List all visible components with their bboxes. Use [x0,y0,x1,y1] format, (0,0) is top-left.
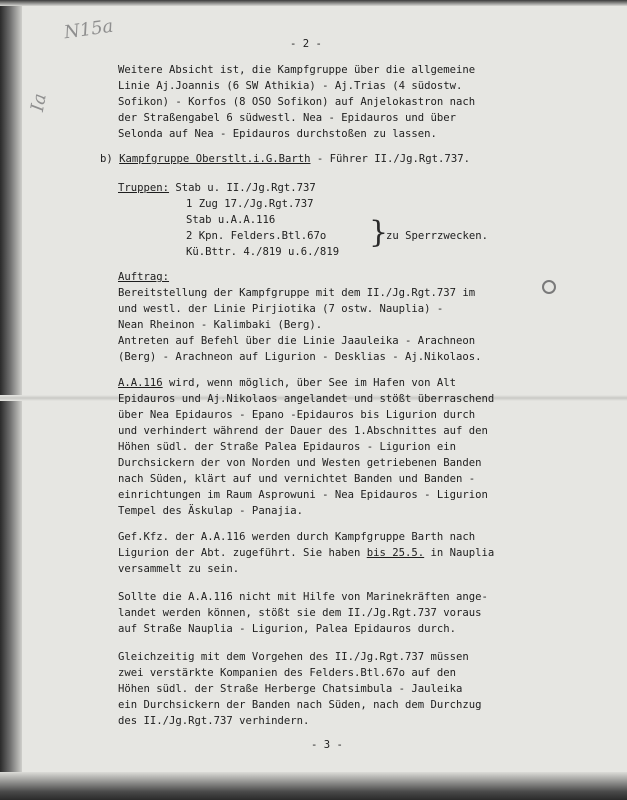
text-line: Tempel des Äskulap - Panajia. [118,505,303,517]
text-line: Bereitstellung der Kampfgruppe mit dem II./Jg.Rgt.737 im [118,287,476,299]
text-line: Weitere Absicht ist, die Kampfgruppe über die allgemeine [118,64,476,76]
text-line: Epidauros und Aj.Nikolaos angelandet und stößt überraschend [118,393,495,405]
text-line: und verhindert während der Dauer des 1.Abschnittes auf den [118,425,488,437]
text-line: Linie Aj.Joannis (6 SW Athikia) - Aj.Trias (4 südostw. [118,80,463,92]
aa116-label: A.A.116 [118,377,163,389]
text-line: der Straßengabel 6 südwestl. Nea - Epidauros und über [118,112,457,124]
text-line: versammelt zu sein. [118,563,240,575]
text-line: Gef.Kfz. der A.A.116 werden durch Kampfgruppe Barth nach [118,531,476,543]
section-b-prefix: b) [100,153,113,165]
margin-note-side: Ia [27,91,51,114]
scan-top-edge [0,0,627,6]
text-line: einrichtungen im Raum Asprowuni - Nea Epidauros - Ligurion [118,489,488,501]
text-line: Antreten auf Befehl über die Linie Jaauleika - Arachneon [118,335,476,347]
scan-bottom-edge [0,772,627,800]
text-line: und westl. der Linie Pirjiotika (7 ostw. Nauplia) - [118,303,444,315]
troops-first: Stab u. II./Jg.Rgt.737 [175,182,316,194]
troops-item: Stab u.A.A.116 [186,214,276,226]
text-line: Durchsickern der von Norden und Westen getriebenen Banden [118,457,482,469]
text-line: ein Durchsickern der Banden nach Süden, nach dem Durchzug [118,699,482,711]
troops-item: 1 Zug 17./Jg.Rgt.737 [186,198,314,210]
gef-line-2: Ligurion der Abt. zugeführt. Sie haben bis 25.5. in Nauplia [118,547,495,559]
auftrag-label: Auftrag: [118,271,170,283]
text-line: zwei verstärkte Kompanien des Felders.Btl.67o auf den [118,667,457,679]
section-b-rest: - Führer II./Jg.Rgt.737. [310,153,470,165]
troops-line [118,181,316,196]
section-b-title: Kampfgruppe Oberstlt.i.G.Barth [119,153,311,165]
brace-mark: } [369,215,389,250]
troops-item: Kü.Bttr. 4./819 u.6./819 [186,246,340,258]
text-line: des II./Jg.Rgt.737 verhindern. [118,715,310,727]
text-line: Höhen südl. der Straße Palea Epidauros - Ligurion ein [118,441,457,453]
text-line: über Nea Epidauros - Epano -Epidauros bis Ligurion durch [118,409,476,421]
troops-label: Truppen: [118,182,170,194]
text-line: Nean Rheinon - Kalimbaki (Berg). [118,319,323,331]
punch-hole-mark [542,280,556,294]
text-line: (Berg) - Arachneon auf Ligurion - Desklias - Aj.Nikolaos. [118,351,482,363]
deadline-date: bis 25.5. [366,547,425,559]
text-line: landet werden können, stößt sie dem II./Jg.Rgt.737 voraus [118,607,482,619]
troops-item: 2 Kpn. Felders.Btl.67o [186,230,327,242]
text-line: Selonda auf Nea - Epidauros durchstoßen zu lassen. [118,128,437,140]
text-line: auf Straße Nauplia - Ligurion, Palea Epidauros durch. [118,623,457,635]
page-number-header: - 2 - [290,38,322,50]
text-line: Sofikon) - Korfos (8 OSO Sofikon) auf Anjelokastron nach [118,96,476,108]
page-number-footer: - 3 - [311,739,343,751]
margin-note-top: N15a [62,15,115,44]
text-line: nach Süden, klärt auf und vernichtet Banden und Banden - [118,473,476,485]
section-b-heading [100,152,470,167]
text-line: Gleichzeitig mit dem Vorgehen des II./Jg.Rgt.737 müssen [118,651,469,663]
brace-note: zu Sperrzwecken. [386,230,489,242]
text-line: Höhen südl. der Straße Herberge Chatsimbula - Jauleika [118,683,463,695]
aa116-first-line: A.A.116 wird, wenn möglich, über See im Hafen von Alt [118,377,457,389]
text-line: Sollte die A.A.116 nicht mit Hilfe von Marinekräften ange- [118,591,488,603]
